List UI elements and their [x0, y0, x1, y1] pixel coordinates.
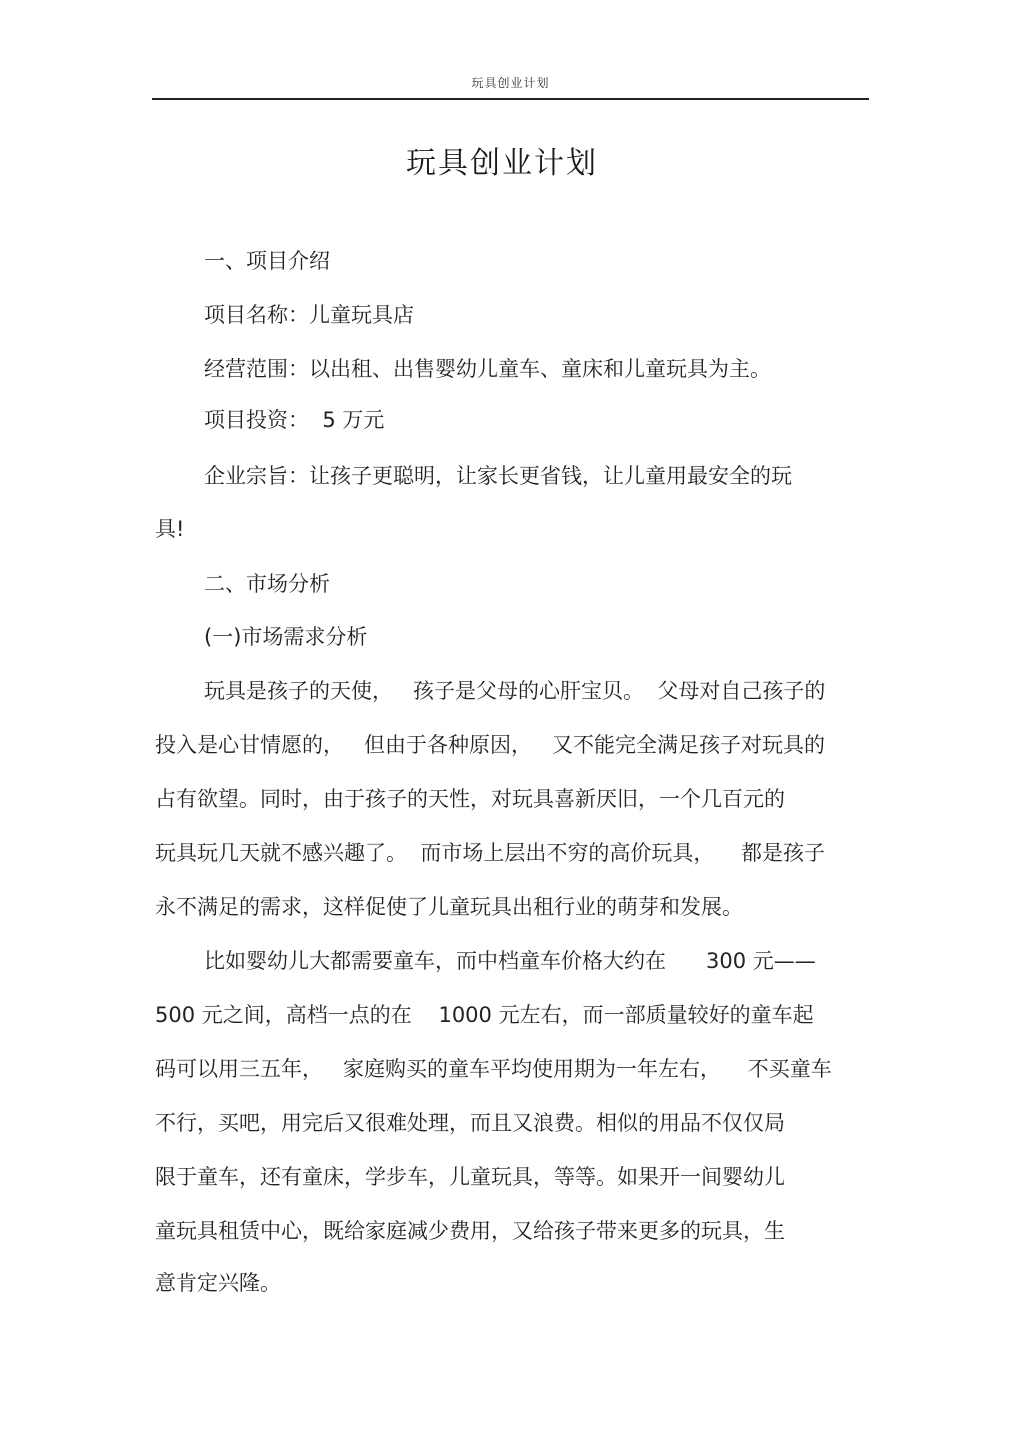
paragraph-line: 码可以用三五年， 家庭购买的童车平均使用期为一年左右， 不买童车 [155, 1057, 832, 1081]
paragraph-line: 比如婴幼儿大都需要童车，而中档童车价格大约在 300 元—— [204, 949, 816, 973]
section-heading-market-analysis: 二、市场分析 [204, 572, 330, 596]
paragraph-line: 限于童车，还有童床，学步车，儿童玩具，等等。如果开一间婴幼儿 [155, 1165, 785, 1189]
paragraph-line: 投入是心甘情愿的， 但由于各种原因， 又不能完全满足孩子对玩具的 [155, 733, 826, 757]
paragraph-line: 玩具玩几天就不感兴趣了。 而市场上层出不穷的高价玩具， 都是孩子 [155, 841, 826, 865]
paragraph-line: 不行，买吧，用完后又很难处理，而且又浪费。相似的用品不仅仅局 [155, 1111, 785, 1135]
running-header: 玩具创业计划 [471, 76, 550, 90]
header-divider [152, 98, 869, 100]
business-scope-line: 经营范围：以出租、出售婴幼儿童车、童床和儿童玩具为主。 [204, 357, 771, 381]
project-name-line: 项目名称：儿童玩具店 [204, 303, 414, 327]
paragraph-line: 500 元之间，高档一点的在 1000 元左右，而一部质量较好的童车起 [155, 1003, 814, 1027]
paragraph-line: 占有欲望。同时，由于孩子的天性，对玩具喜新厌旧，一个几百元的 [155, 787, 785, 811]
subsection-heading-demand: (一)市场需求分析 [204, 625, 368, 649]
mission-line-cont: 具! [155, 517, 185, 541]
paragraph-line: 意肯定兴隆。 [155, 1271, 281, 1295]
investment-line: 项目投资： 5 万元 [204, 408, 385, 432]
paragraph-line: 童玩具租赁中心，既给家庭减少费用，又给孩子带来更多的玩具，生 [155, 1219, 785, 1243]
section-heading-project-intro: 一、项目介绍 [204, 249, 330, 273]
paragraph-line: 永不满足的需求，这样促使了儿童玩具出租行业的萌芽和发展。 [155, 895, 743, 919]
paragraph-line: 玩具是孩子的天使， 孩子是父母的心肝宝贝。 父母对自己孩子的 [204, 679, 826, 703]
mission-line: 企业宗旨：让孩子更聪明，让家长更省钱，让儿童用最安全的玩 [204, 464, 792, 488]
document-title: 玩具创业计划 [406, 146, 598, 181]
